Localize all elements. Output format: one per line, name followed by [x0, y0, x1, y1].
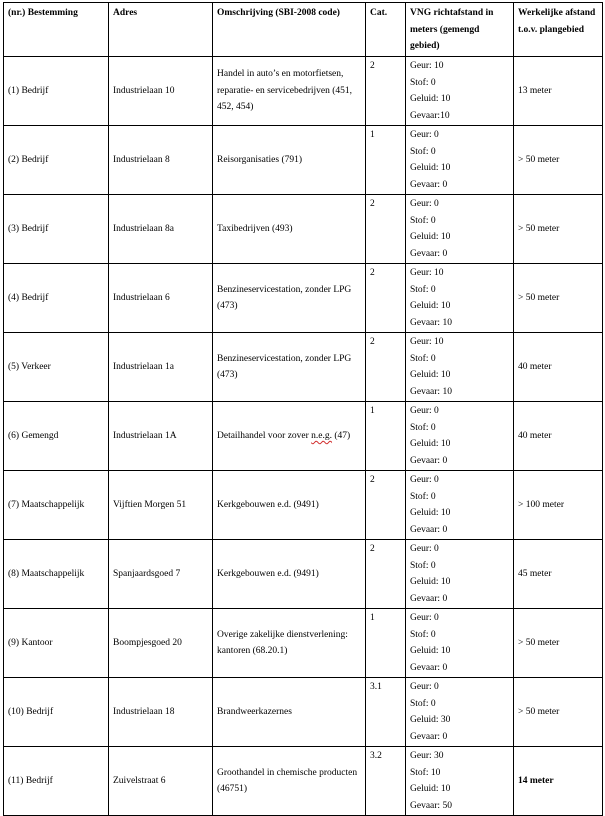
table-row — [4, 57, 603, 126]
cell-actual-distance: > 50 meter — [514, 609, 603, 678]
vng-odour: Geur: 10 — [410, 268, 444, 278]
cell-description: Reisorganisaties (791) — [213, 126, 366, 195]
vng-hazard: Gevaar: 0 — [410, 248, 448, 259]
cell-actual-distance: > 50 meter — [514, 264, 603, 333]
table-row — [4, 678, 603, 747]
cell-description — [213, 402, 366, 471]
cell-address: Boompjesgoed 20 — [109, 609, 213, 678]
cell-category: 2 — [366, 333, 406, 402]
cell-actual-distance: > 50 meter — [514, 195, 603, 264]
table-row — [4, 195, 603, 264]
cell-address: Zuivelstraat 6 — [109, 747, 213, 816]
cell-vng-distance — [406, 333, 514, 402]
vng-odour: Geur: 0 — [410, 475, 439, 485]
cell-description: Kerkgebouwen e.d. (9491) — [213, 540, 366, 609]
cell-address: Spanjaardsgoed 7 — [109, 540, 213, 609]
vng-hazard: Gevaar: 50 — [410, 800, 452, 811]
vng-noise: Geluid: 10 — [410, 784, 451, 794]
vng-dust: Stof: 0 — [410, 353, 436, 364]
vng-dust: Stof: 0 — [410, 146, 436, 157]
vng-hazard: Gevaar:10 — [410, 110, 450, 121]
vng-odour: Geur: 30 — [410, 751, 444, 761]
cell-actual-distance: 40 meter — [514, 402, 603, 471]
table-row — [4, 333, 603, 402]
vng-dust: Stof: 0 — [410, 698, 436, 709]
vng-odour: Geur: 0 — [410, 130, 439, 140]
cell-description: Overige zakelijke dienstverlening: kantoren (68.20.1) — [213, 609, 366, 678]
cell-destination: (1) Bedrijf — [4, 57, 109, 126]
vng-dust: Stof: 0 — [410, 284, 436, 295]
document-page — [3, 2, 602, 816]
cell-category: 1 — [366, 609, 406, 678]
vng-odour: Geur: 0 — [410, 406, 439, 416]
vng-noise: Geluid: 10 — [410, 232, 451, 242]
cell-address: Industrielaan 1a — [109, 333, 213, 402]
vng-noise: Geluid: 10 — [410, 646, 451, 656]
cell-destination: (8) Maatschappelijk — [4, 540, 109, 609]
vng-odour: Geur: 0 — [410, 199, 439, 209]
vng-noise: Geluid: 10 — [410, 577, 451, 587]
cell-destination: (3) Bedrijf — [4, 195, 109, 264]
cell-destination: (11) Bedrijf — [4, 747, 109, 816]
table-row — [4, 402, 603, 471]
cell-actual-distance: > 100 meter — [514, 471, 603, 540]
vng-noise: Geluid: 10 — [410, 508, 451, 518]
cell-actual-distance: > 50 meter — [514, 126, 603, 195]
cell-address: Industrielaan 8 — [109, 126, 213, 195]
vng-hazard: Gevaar: 0 — [410, 179, 448, 190]
vng-hazard: Gevaar: 0 — [410, 731, 448, 742]
cell-description: Handel in auto’s en motorfietsen, reparatie- en servicebedrijven (451, 452, 454) — [213, 57, 366, 126]
vng-odour: Geur: 0 — [410, 544, 439, 554]
cell-destination: (6) Gemengd — [4, 402, 109, 471]
cell-category: 3.1 — [366, 678, 406, 747]
cell-category: 2 — [366, 57, 406, 126]
vng-odour: Geur: 0 — [410, 682, 439, 692]
vng-odour: Geur: 10 — [410, 61, 444, 71]
cell-vng-distance — [406, 402, 514, 471]
vng-dust: Stof: 0 — [410, 215, 436, 226]
vng-dust: Stof: 0 — [410, 77, 436, 88]
cell-destination: (10) Bedrijf — [4, 678, 109, 747]
vng-noise: Geluid: 10 — [410, 163, 451, 173]
vng-hazard: Gevaar: 0 — [410, 593, 448, 604]
header-description: Omschrijving (SBI-2008 code) — [213, 3, 366, 57]
cell-destination: (5) Verkeer — [4, 333, 109, 402]
vng-hazard: Gevaar: 10 — [410, 386, 452, 397]
vng-hazard: Gevaar: 0 — [410, 524, 448, 535]
vng-hazard: Gevaar: 0 — [410, 662, 448, 673]
cell-destination: (7) Maatschappelijk — [4, 471, 109, 540]
cell-description: Groothandel in chemische producten (46751) — [213, 747, 366, 816]
table-row — [4, 471, 603, 540]
vng-dust: Stof: 0 — [410, 491, 436, 502]
cell-actual-distance: 45 meter — [514, 540, 603, 609]
header-vng-distance: VNG richtafstand in meters (gemengd gebied) — [406, 3, 514, 57]
table-row — [4, 126, 603, 195]
cell-destination: (2) Bedrijf — [4, 126, 109, 195]
cell-address: Industrielaan 18 — [109, 678, 213, 747]
cell-address: Industrielaan 1A — [109, 402, 213, 471]
spellcheck-flagged-text: n.e.g. — [311, 430, 333, 441]
header-actual-distance: Werkelijke afstand t.o.v. plangebied — [514, 3, 603, 57]
cell-address: Vijftien Morgen 51 — [109, 471, 213, 540]
vng-odour: Geur: 0 — [410, 613, 439, 623]
table-row — [4, 609, 603, 678]
header-destination: (nr.) Bestemming — [4, 3, 109, 57]
cell-address: Industrielaan 8a — [109, 195, 213, 264]
vng-dust: Stof: 0 — [410, 629, 436, 640]
description-text: Detailhandel voor zover — [217, 430, 312, 441]
vng-noise: Geluid: 10 — [410, 94, 451, 104]
cell-vng-distance — [406, 678, 514, 747]
cell-category: 2 — [366, 195, 406, 264]
cell-address: Industrielaan 10 — [109, 57, 213, 126]
cell-category: 2 — [366, 540, 406, 609]
cell-vng-distance — [406, 540, 514, 609]
vng-noise: Geluid: 30 — [410, 715, 451, 725]
cell-vng-distance — [406, 126, 514, 195]
cell-destination: (4) Bedrijf — [4, 264, 109, 333]
description-code: (47) — [332, 430, 351, 441]
cell-category: 1 — [366, 402, 406, 471]
cell-vng-distance — [406, 57, 514, 126]
cell-description: Brandweerkazernes — [213, 678, 366, 747]
vng-noise: Geluid: 10 — [410, 301, 451, 311]
header-address: Adres — [109, 3, 213, 57]
vng-odour: Geur: 10 — [410, 337, 444, 347]
vng-dust: Stof: 0 — [410, 422, 436, 433]
vng-hazard: Gevaar: 0 — [410, 455, 448, 466]
cell-vng-distance — [406, 195, 514, 264]
cell-actual-distance: > 50 meter — [514, 678, 603, 747]
table-row — [4, 747, 603, 816]
table-row — [4, 540, 603, 609]
cell-destination: (9) Kantoor — [4, 609, 109, 678]
table-header-row — [4, 3, 603, 57]
header-category: Cat. — [366, 3, 406, 57]
cell-description: Taxibedrijven (493) — [213, 195, 366, 264]
cell-actual-distance — [514, 747, 603, 816]
cell-vng-distance — [406, 264, 514, 333]
cell-vng-distance — [406, 747, 514, 816]
cell-actual-distance: 40 meter — [514, 333, 603, 402]
cell-category: 2 — [366, 471, 406, 540]
cell-description: Benzineservicestation, zonder LPG (473) — [213, 264, 366, 333]
cell-vng-distance — [406, 609, 514, 678]
cell-address: Industrielaan 6 — [109, 264, 213, 333]
vng-noise: Geluid: 10 — [410, 370, 451, 380]
vng-dust: Stof: 0 — [410, 560, 436, 571]
cell-actual-distance: 13 meter — [514, 57, 603, 126]
cell-category: 3.2 — [366, 747, 406, 816]
vng-dust: Stof: 10 — [410, 767, 441, 778]
actual-distance-value: 14 meter — [518, 775, 554, 786]
cell-category: 2 — [366, 264, 406, 333]
vng-noise: Geluid: 10 — [410, 439, 451, 449]
cell-category: 1 — [366, 126, 406, 195]
cell-vng-distance — [406, 471, 514, 540]
distance-table — [3, 2, 603, 816]
cell-description: Benzineservicestation, zonder LPG (473) — [213, 333, 366, 402]
vng-hazard: Gevaar: 10 — [410, 317, 452, 328]
table-row — [4, 264, 603, 333]
cell-description: Kerkgebouwen e.d. (9491) — [213, 471, 366, 540]
